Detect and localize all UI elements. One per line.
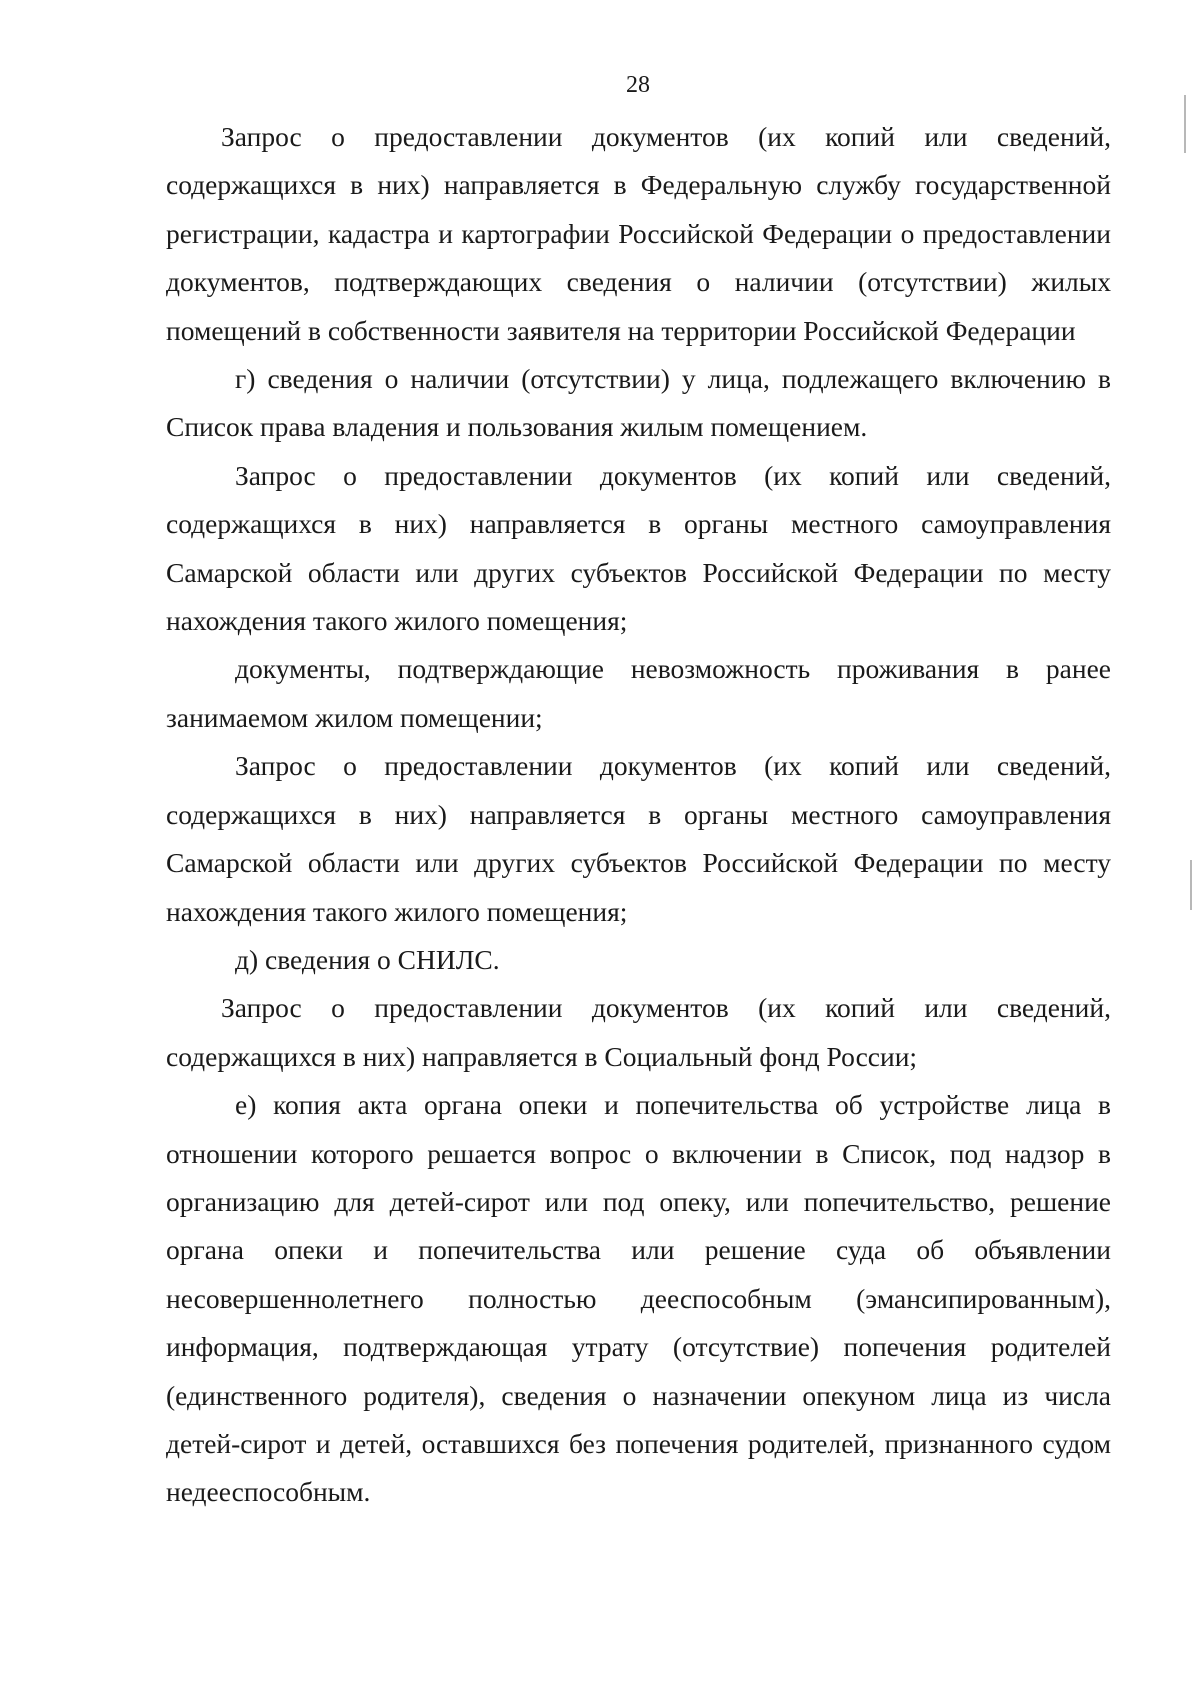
paragraph-rosreestr-request: Запрос о предоставлении документов (их копий или сведений, содержащихся в них) направляется в Федеральную службу государственной регистрации, кадастра и картографии Российской Федерации о предоставлении документов, подтверждающих сведения о наличии (отсутствии) жилых помещений в собственности заявителя на территории Российской Федерации bbox=[166, 121, 1111, 346]
page-number: 28 bbox=[626, 72, 650, 98]
paragraph-social-fund-request: Запрос о предоставлении документов (их копий или сведений, содержащихся в них) направляется в Социальный фонд России; bbox=[166, 992, 1111, 1072]
paragraph-item-e: е) копия акта органа опеки и попечительства об устройстве лица в отношении которого решается вопрос о включении в Список, под надзор в организацию для детей-сирот или под опеку, или попечительство, решение органа опеки и попечительства или решение суда об объявлении несовершеннолетнего полностью дееспособным (эмансипированным), информация, подтверждающая утрату (отсутствие) попечения родителей (единственного родителя), сведения о назначении опекуном лица из числа детей-сирот и детей, оставшихся без попечения родителей, признанного судом недееспособным. bbox=[166, 1089, 1111, 1508]
scan-mark-top bbox=[1184, 95, 1186, 153]
document-body bbox=[166, 113, 1111, 1517]
paragraph-local-government-request-2: Запрос о предоставлении документов (их копий или сведений, содержащихся в них) направляется в органы местного самоуправления Самарской области или других субъектов Российской Федерации по месту нахождения такого жилого помещения; bbox=[166, 750, 1111, 927]
paragraph-item-g: г) сведения о наличии (отсутствии) у лица, подлежащего включению в Список права владения и пользования жилым помещением. bbox=[166, 363, 1111, 443]
paragraph-item-d: д) сведения о СНИЛС. bbox=[235, 943, 500, 975]
paragraph-local-government-request-1: Запрос о предоставлении документов (их копий или сведений, содержащихся в них) направляется в органы местного самоуправления Самарской области или других субъектов Российской Федерации по месту нахождения такого жилого помещения; bbox=[166, 459, 1111, 637]
paragraph-housing-impossibility-documents: документы, подтверждающие невозможность проживания в ранее занимаемом жилом помещении; bbox=[166, 653, 1111, 733]
scan-mark-middle bbox=[1190, 860, 1192, 910]
